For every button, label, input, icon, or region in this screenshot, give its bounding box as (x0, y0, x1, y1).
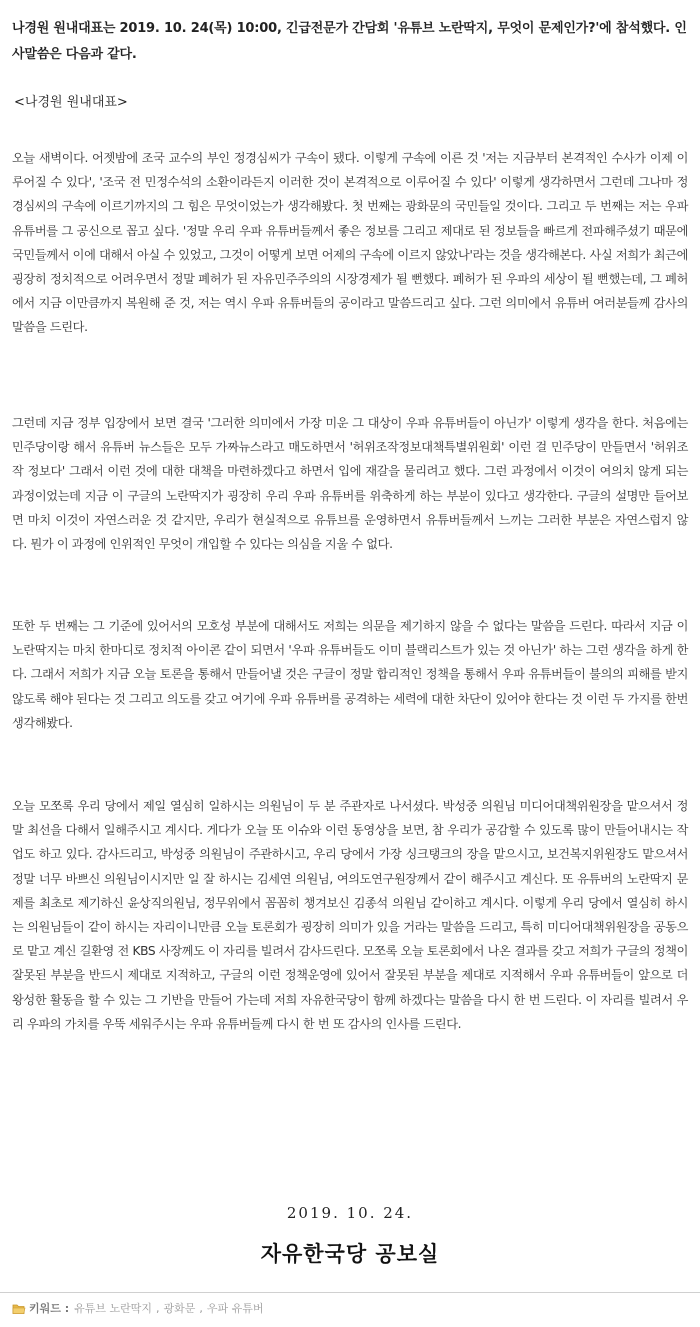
footer-divider (0, 1292, 700, 1293)
organization-name: 자유한국당 공보실 (260, 1242, 440, 1266)
keyword-item[interactable]: 우파 유튜버 (206, 1302, 264, 1315)
speech-paragraph-1: 오늘 새벽이다. 어젯밤에 조국 교수의 부인 정경심씨가 구속이 됐다. 이렇게 구속에 이른 것 '저는 지금부터 본격적인 수사가 이제 이루어질 수 있다', '조국 전 민정수석의 소환이라든지 이러한 것이 본격적으로 이루어질 수 있다' 이렇게 생각하면서 그런데 그나마 정경심씨의 구속에 이르기까지의 그 힘은 무엇이었는가 생각해봤다. 첫 번째는 광화문의 국민들일 것이다. 그리고 두 번째는 저는 우파 유튜버를 그 공신으로 꼽고 싶다. '정말 우리 우파 유튜버들께서 좋은 정보를 그리고 제대로 된 정보들을 빠르게 전파해주셨기 때문에 국민들께서 이에 대해서 아실 수 있었고, 그것이 어떻게 보면 어제의 구속에 이르지 않았나'라는 것을 생각해본다. 사실 저희가 최근에 굉장히 정치적으로 어려우면서 정말 폐허가 된 자유민주주의의 시장경제가 될 뻔했다. 폐허가 된 우파의 세상이 될 뻔했는데, 그 폐허에서 지금 이만큼까지 복원해 준 것, 저는 역시 우파 유튜버들의 공이라고 말씀드리고 싶다. 그런 의미에서 유튜버 여러분들께 감사의 말씀을 드린다. (12, 151, 688, 335)
keyword-list: 유튜브 노란딱지 , 광화문 , 우파 유튜버 (74, 1302, 264, 1315)
intro-text: 나경원 원내대표는 2019. 10. 24(목) 10:00, 긴급전문가 간담회 '유튜브 노란딱지, 무엇이 문제인가?'에 참석했다. 인사말씀은 다음과 같다. (12, 21, 687, 62)
keyword-item[interactable]: 광화문 (163, 1302, 196, 1315)
folder-icon (12, 1302, 26, 1316)
keywords-label: 키워드 : (29, 1302, 70, 1315)
speech-paragraph-4: 오늘 모쪼록 우리 당에서 제일 열심히 일하시는 의원님이 두 분 주관자로 나서셨다. 박성중 의원님 미디어대책위원장을 맡으셔서 정말 최선을 다해서 일해주시고 계시다. 게다가 오늘 또 이슈와 이런 동영상을 보면, 참 우리가 공감할 수 있도록 많이 만들어내시는 작업도 하고 있다. 감사드리고, 박성중 의원님이 주관하시고, 우리 당에서 가장 싱크탱크의 장을 맡으시고, 보건복지위원장도 맡으셔서 정말 너무 바쁘신 의원님이시지만 일 잘 하시는 김세연 의원님, 여의도연구원장께서 같이 해주시고 계신다. 또 유튜버의 노란딱지 문제를 최초로 제기하신 윤상직의원님, 정무위에서 꼼꼼히 챙겨보신 김종석 의원님 같이하고 계시다. 이렇게 우리 당에서 열심히 하시는 의원님들이 같이 하시는 자리이니만큼 오늘 토론회가 굉장히 의미가 있을 거라는 말씀을 드리고, 특히 미디어대책위원장을 공동으로 맡고 계신 길환영 전 KBS 사장께도 이 자리를 빌려서 감사드린다. 모쪼록 오늘 토론회에서 나온 결과를 갖고 저희가 구글의 정책이 잘못된 부분을 반드시 제대로 지적하고, 구글의 이런 정책운영에 있어서 잘못된 부분을 제대로 지적해서 우파 유튜버들이 앞으로 더 왕성한 활동을 할 수 있는 그 기반을 만들어 가는데 저희 자유한국당이 함께 하겠다는 말씀을 다시 한 번 드린다. 이 자리를 빌려서 우리 우파의 가치를 우뚝 세워주시는 우파 유튜버들께 다시 한 번 또 감사의 인사를 드린다. (12, 799, 688, 1031)
release-date: 2019. 10. 24. (286, 1204, 414, 1222)
speaker-heading: <나경원 원내대표> (14, 95, 128, 110)
speech-paragraph-3: 또한 두 번째는 그 기준에 있어서의 모호성 부분에 대해서도 저희는 의문을 제기하지 않을 수 없다는 말씀을 드린다. 따라서 지금 이 노란딱지는 마치 한마디로 정치적 아이콘 같이 되면서 '우파 유튜버들도 이미 블랙리스트가 있는 것 아닌가' 하는 그런 생각을 하게 한다. 그래서 저희가 지금 오늘 토론을 통해서 만들어낼 것은 구글이 정말 합리적인 정책을 통해서 우파 유튜버들이 불의의 피해를 받지 않도록 해야 된다는 것 그리고 의도를 갖고 여기에 우파 유튜버를 공격하는 세력에 대한 차단이 있어야 한다는 것 이런 두 가지를 한번 생각해봤다. (12, 619, 688, 730)
keyword-item[interactable]: 유튜브 노란딱지 (74, 1302, 152, 1315)
keywords-row (12, 1300, 264, 1318)
speech-paragraph-2: 그런데 지금 정부 입장에서 보면 결국 '그러한 의미에서 가장 미운 그 대상이 우파 유튜버들이 아닌가' 이렇게 생각을 한다. 처음에는 민주당이랑 해서 유튜버 뉴스들은 모두 가짜뉴스라고 매도하면서 '허위조작정보대책특별위원회' 이런 걸 민주당이 만들면서 '허위조작 정보다' 그래서 이런 것에 대한 대책을 마련하겠다고 하면서 입에 재갈을 물리려고 했다. 그런 과정에서 이것이 여의치 않게 되는 과정이었는데 지금 이 구글의 노란딱지가 굉장히 우리 우파 유튜버를 위축하게 하는 부분이 있다고 생각한다. 구글의 설명만 들어보면 마치 이것이 자연스러운 것 같지만, 우리가 현실적으로 유튜브를 운영하면서 유튜버들께서 느끼는 그러한 부분은 자연스럽지 않다. 뭔가 이 과정에 인위적인 무엇이 개입할 수 있다는 의심을 지울 수 없다. (12, 416, 688, 552)
